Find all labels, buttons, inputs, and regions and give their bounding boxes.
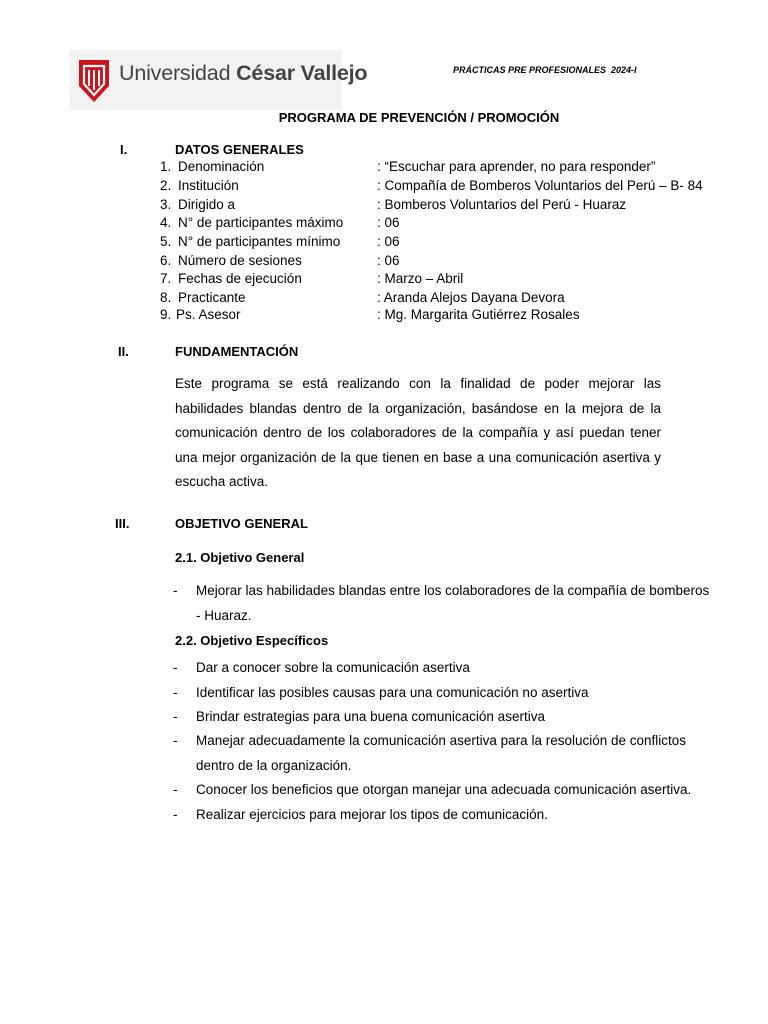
specific-objective-item: Brindar estrategias para una buena comunicación asertiva — [196, 709, 545, 724]
item-number: 9. — [160, 307, 172, 322]
fundamentation-paragraph: Este programa se está realizando con la finalidad de poder mejorar las habilidades blandas dentro de la organización, basándose en la mejora de la comunicación dentro de los colaboradores de la compañía y así puedan tener una mejor organización de la que tienen en base a una comunicación asertiva y escucha activa. — [175, 376, 661, 490]
item-label: Institución — [178, 178, 239, 193]
item-number: 8. — [160, 290, 172, 305]
bullet-dash: - — [173, 685, 178, 700]
item-number: 1. — [160, 159, 172, 174]
item-value: : Bomberos Voluntarios del Perú - Huaraz — [377, 197, 627, 212]
bullet-dash: - — [173, 660, 178, 675]
item-number: 7. — [160, 271, 172, 286]
item-value: : Aranda Alejos Dayana Devora — [377, 290, 565, 305]
section-3-title: OBJETIVO GENERAL — [175, 516, 308, 531]
item-label: Dirigido a — [178, 197, 236, 212]
item-label: N° de participantes máximo — [178, 215, 344, 230]
specific-objective-item: Realizar ejercicios para mejorar los tipos de comunicación. — [196, 807, 548, 822]
specific-objective-item: Conocer los beneficios que otorgan manejar una adecuada comunicación asertiva. — [196, 782, 692, 797]
subsection-2-2-title: 2.2. Objetivo Específicos — [175, 633, 329, 648]
item-label: N° de participantes mínimo — [178, 234, 341, 249]
item-value: : Mg. Margarita Gutiérrez Rosales — [377, 307, 580, 322]
general-objective-bullet: Mejorar las habilidades blandas entre los colaboradores de la compañía de bomberos - Huaraz. — [196, 583, 710, 623]
specific-objective-item: Manejar adecuadamente la comunicación asertiva para la resolución de conflictos dentro de la organización. — [196, 733, 687, 773]
document-title: PROGRAMA DE PREVENCIÓN / PROMOCIÓN — [278, 110, 560, 125]
header-note: PRÁCTICAS PRE PROFESIONALES 2024-I — [453, 65, 637, 75]
item-value: : 06 — [377, 234, 400, 249]
logo-text: Universidad César Vallejo — [119, 61, 368, 85]
section-3-number: III. — [115, 516, 130, 531]
section-1-number: I. — [120, 142, 128, 157]
item-value: : Compañía de Bomberos Voluntarios del Perú – B- 84 — [377, 178, 703, 193]
item-value: : Marzo – Abril — [377, 271, 464, 286]
item-value: : 06 — [377, 253, 400, 268]
specific-objective-item: Dar a conocer sobre la comunicación asertiva — [196, 660, 470, 675]
item-number: 4. — [160, 215, 172, 230]
item-label: Denominación — [178, 159, 265, 174]
bullet-dash: - — [173, 733, 178, 748]
item-label: Practicante — [178, 290, 246, 305]
section-2-number: II. — [118, 344, 129, 359]
item-number: 3. — [160, 197, 172, 212]
subsection-2-1-title: 2.1. Objetivo General — [175, 550, 305, 565]
item-label: Fechas de ejecución — [178, 271, 302, 286]
specific-objective-item: Identificar las posibles causas para una comunicación no asertiva — [196, 685, 589, 700]
section-1-title: DATOS GENERALES — [175, 142, 304, 157]
item-label: Número de sesiones — [178, 253, 302, 268]
item-label: Ps. Asesor — [176, 307, 241, 322]
crest-icon — [78, 56, 110, 104]
item-value: : “Escuchar para aprender, no para responder” — [377, 159, 656, 174]
bullet-dash: - — [173, 807, 178, 822]
bullet-dash: - — [173, 583, 178, 598]
bullet-dash: - — [173, 782, 178, 797]
bullet-dash: - — [173, 709, 178, 724]
item-number: 2. — [160, 178, 172, 193]
item-value: : 06 — [377, 215, 400, 230]
item-number: 6. — [160, 253, 172, 268]
item-number: 5. — [160, 234, 172, 249]
section-2-title: FUNDAMENTACIÓN — [175, 344, 299, 359]
university-logo — [70, 50, 368, 110]
